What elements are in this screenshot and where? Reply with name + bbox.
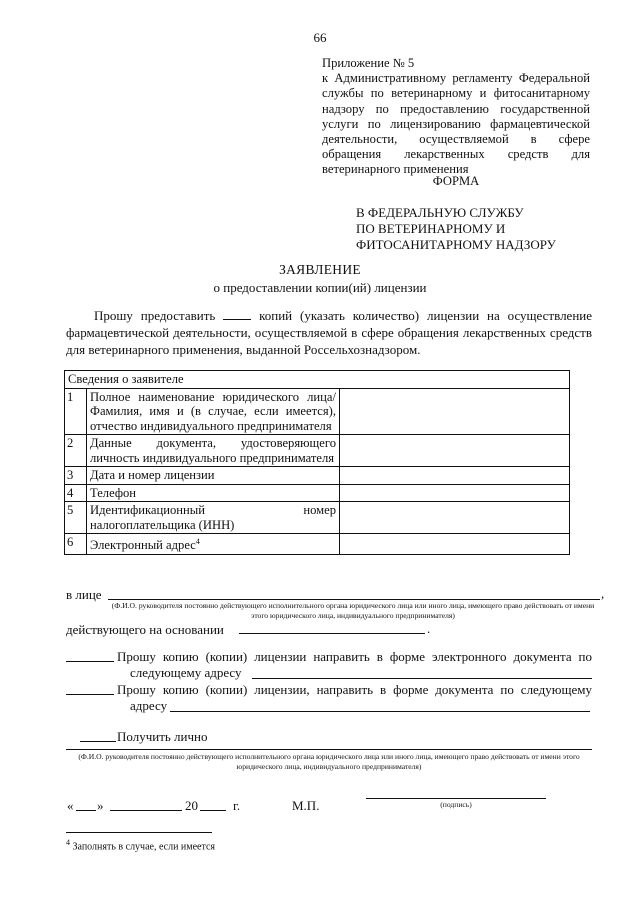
- electronic-option-address-label: следующему адресу: [130, 665, 242, 680]
- appendix-line: к Административному регламенту Федеральной: [322, 71, 590, 86]
- table-header-row: [65, 371, 570, 389]
- row-value-cell[interactable]: [340, 502, 570, 534]
- addressee-line: ФИТОСАНИТАРНОМУ НАДЗОРУ: [356, 237, 556, 252]
- row-label-text: Электронный адрес: [90, 538, 196, 553]
- row-number: 2: [65, 435, 87, 467]
- date-close-quote: »: [97, 798, 104, 813]
- table-row: [65, 435, 570, 467]
- request-text-start: Прошу предоставить: [94, 308, 216, 323]
- appendix-line: услуги по лицензированию фармацевтической: [322, 116, 590, 131]
- footnote-mark: 4: [66, 838, 70, 847]
- addressee-line: ПО ВЕТЕРИНАРНОМУ И: [356, 221, 506, 236]
- paper-option-text: Прошу копию (копии) лицензии, направить в форме документа по следующему: [117, 682, 592, 697]
- personal-option-text: Получить лично: [117, 729, 208, 744]
- paper-option-address-label: адресу: [130, 698, 168, 713]
- appendix-title: Приложение № 5: [322, 56, 415, 70]
- date-open-quote: «: [67, 798, 74, 813]
- paper-address-field[interactable]: [170, 711, 590, 712]
- representative-name-field[interactable]: [108, 599, 600, 600]
- request-text-end: копий (указать количество) лицензии на осуществление фармацевтической деятельности, осуществляемой в сфере обращения лекарственных средств для ветеринарного применения, выданной Россельхознадзором.: [66, 308, 593, 357]
- appendix-line: обращения лекарственных средств для: [322, 147, 590, 162]
- signature-field[interactable]: [366, 798, 546, 799]
- row-value-cell[interactable]: [340, 467, 570, 485]
- page-number: 66: [313, 30, 327, 45]
- paper-option-mark[interactable]: [66, 694, 114, 695]
- date-year-prefix: 20: [185, 798, 198, 813]
- row-value-cell[interactable]: [340, 484, 570, 502]
- date-day-field[interactable]: [76, 810, 96, 811]
- row-number: 6: [65, 534, 87, 555]
- appendix-line: деятельности, осуществляемой в сфере: [322, 132, 590, 147]
- in-person-comma: ,: [601, 586, 605, 601]
- electronic-address-field[interactable]: [252, 678, 592, 679]
- in-person-label: в лице: [66, 587, 102, 602]
- personal-option-mark[interactable]: [80, 741, 116, 742]
- row-label: Телефон: [87, 484, 340, 502]
- appendix-line: надзору по предоставлению государственной: [322, 101, 590, 116]
- date-year-suffix: г.: [233, 798, 241, 813]
- footnote-ref: 4: [195, 537, 200, 546]
- appendix-block: [322, 56, 590, 178]
- electronic-option-text: Прошу копию (копии) лицензии направить в форме электронного документа по: [117, 649, 592, 664]
- table-row: [65, 388, 570, 435]
- appendix-line: ветеринарного применения: [322, 162, 469, 177]
- date-month-field[interactable]: [110, 810, 182, 811]
- addressee-block: [356, 205, 596, 253]
- table-row: [65, 534, 570, 555]
- document-title: ЗАЯВЛЕНИЕ: [279, 262, 361, 277]
- row-label: Полное наименование юридического лица/ Фамилия, имя и (в случае, если имеется), отчество индивидуального предпринимателя: [87, 388, 340, 435]
- document-subtitle: о предоставлении копии(ий) лицензии: [213, 280, 427, 295]
- footnote: [66, 838, 215, 852]
- stamp-label: М.П.: [292, 798, 320, 813]
- representative-hint: (Ф.И.О. руководителя постоянно действующего исполнительного органа юридического лица или иного лица, имеющего право действовать от имени этого юридического лица, индивидуального предпринимателя): [111, 601, 595, 620]
- table-row: [65, 484, 570, 502]
- row-value-cell[interactable]: [340, 435, 570, 467]
- row-label: Данные документа, удостоверяющего личность индивидуального предпринимателя: [87, 435, 340, 467]
- signer-hint: (Ф.И.О. руководителя постоянно действующего исполнительного органа юридического лица или иного лица, имеющего право действовать от имени этого юридического лица, индивидуального предпринимателя): [78, 752, 580, 771]
- electronic-option-mark[interactable]: [66, 661, 114, 662]
- date-year-field[interactable]: [200, 810, 226, 811]
- table-row: [65, 467, 570, 485]
- row-label: Дата и номер лицензии: [87, 467, 340, 485]
- applicant-info-table: [64, 370, 570, 555]
- signature-hint: (подпись): [440, 800, 472, 809]
- addressee-line: В ФЕДЕРАЛЬНУЮ СЛУЖБУ: [356, 205, 524, 220]
- row-number: 1: [65, 388, 87, 435]
- basis-field[interactable]: [239, 633, 425, 634]
- row-value-cell[interactable]: [340, 534, 570, 555]
- footnote-divider: [66, 832, 212, 833]
- row-label: Идентификационный номер налогоплательщика (ИНН): [87, 502, 340, 534]
- row-value-cell[interactable]: [340, 388, 570, 435]
- row-label: [87, 534, 340, 555]
- copies-count-field[interactable]: [223, 308, 251, 320]
- row-number: 4: [65, 484, 87, 502]
- row-number: 3: [65, 467, 87, 485]
- row-number: 5: [65, 502, 87, 534]
- form-label: ФОРМА: [432, 174, 480, 188]
- request-paragraph: [66, 307, 592, 358]
- basis-label: действующего на основании: [66, 622, 224, 637]
- signer-name-field[interactable]: [66, 749, 592, 750]
- table-header: Сведения о заявителе: [65, 371, 570, 389]
- basis-period: .: [427, 621, 431, 636]
- footnote-text: Заполнять в случае, если имеется: [72, 841, 216, 853]
- appendix-line: службы по ветеринарному и фитосанитарному: [322, 86, 590, 101]
- table-row: [65, 502, 570, 534]
